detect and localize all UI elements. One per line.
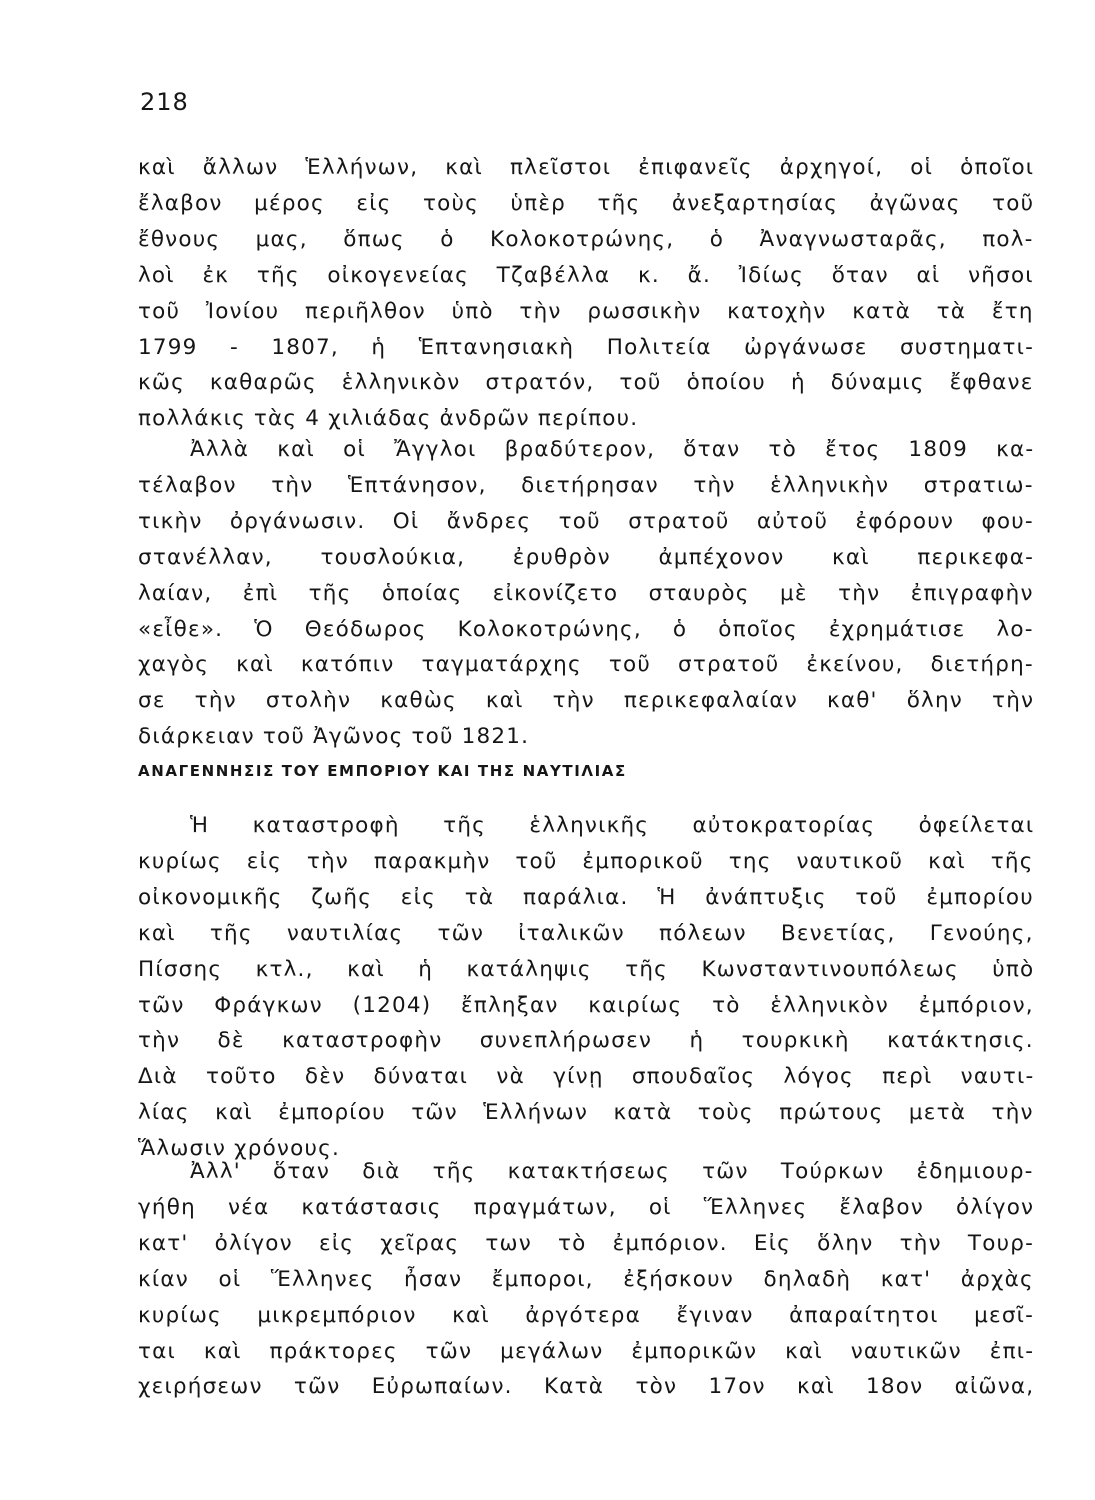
text-line: κυρίως εἰς τὴν παρακμὴν τοῦ ἐμπορικοῦ της ναυτικοῦ καὶ τῆς xyxy=(138,848,1034,874)
text-line: Ἀλλ' ὅταν διὰ τῆς κατακτήσεως τῶν Τούρκων ἐδημιουρ- xyxy=(190,1159,1034,1184)
text-line: γήθη νέα κατάστασις πραγμάτων, οἱ Ἕλληνες ἔλαβον ὀλίγον xyxy=(138,1194,1034,1220)
text-line: κατ' ὀλίγον εἰς χεῖρας των τὸ ἐμπόριον. Εἰς ὅλην τὴν Τουρ- xyxy=(138,1230,1034,1256)
paragraph xyxy=(138,150,1034,437)
text-line: καὶ τῆς ναυτιλίας τῶν ἰταλικῶν πόλεων Βενετίας, Γενούης, xyxy=(138,920,1034,946)
text-line: χειρήσεων τῶν Εὐρωπαίων. Κατὰ τὸν 17ον καὶ 18ον αἰῶνα, xyxy=(138,1374,1034,1400)
text-line: Ἡ καταστροφὴ τῆς ἑλληνικῆς αὐτοκρατορίας ὀφείλεται xyxy=(190,813,1034,838)
text-line: στανέλλαν, τουσλούκια, ἐρυθρὸν ἀμπέχονον καὶ περικεφα- xyxy=(138,544,1034,570)
text-line: Διὰ τοῦτο δὲν δύναται νὰ γίνῃ σπουδαῖος λόγος περὶ ναυτι- xyxy=(138,1064,1034,1090)
text-line: ἔλαβον μέρος εἰς τοὺς ὑπὲρ τῆς ἀνεξαρτησίας ἀγῶνας τοῦ xyxy=(138,190,1034,216)
text-line: Ἀλλὰ καὶ οἱ Ἄγγλοι βραδύτερον, ὅταν τὸ ἔτος 1809 κα- xyxy=(190,437,1034,462)
section-heading: ΑΝΑΓΕΝΝΗΣΙΣ ΤΟΥ ΕΜΠΟΡΙΟΥ ΚΑΙ ΤΗΣ ΝΑΥΤΙΛΙΑΣ xyxy=(138,762,627,780)
page-number: 218 xyxy=(140,88,189,116)
text-line: κῶς καθαρῶς ἑλληνικὸν στρατόν, τοῦ ὁποίου ἡ δύναμις ἔφθανε xyxy=(138,370,1034,396)
text-line: τέλαβον τὴν Ἑπτάνησον, διετήρησαν τὴν ἑλληνικὴν στρατιω- xyxy=(138,472,1034,498)
text-line: κυρίως μικρεμπόριον καὶ ἀργότερα ἔγιναν ἀπαραίτητοι μεσῖ- xyxy=(138,1302,1034,1328)
text-line: «εἶθε». Ὁ Θεόδωρος Κολοκοτρώνης, ὁ ὁποῖος ἐχρημάτισε λο- xyxy=(138,616,1034,642)
text-line: διάρκειαν τοῦ Ἀγῶνος τοῦ 1821. xyxy=(138,724,530,750)
text-line: λοὶ ἐκ τῆς οἰκογενείας Τζαβέλλα κ. ἄ. Ἰδίως ὅταν αἱ νῆσοι xyxy=(138,262,1034,288)
text-line: χαγὸς καὶ κατόπιν ταγματάρχης τοῦ στρατοῦ ἐκείνου, διετήρη- xyxy=(138,652,1034,678)
text-line: ται καὶ πράκτορες τῶν μεγάλων ἐμπορικῶν καὶ ναυτικῶν ἐπι- xyxy=(138,1338,1034,1364)
text-line: Ἅλωσιν χρόνους. xyxy=(138,1136,340,1162)
text-line: κίαν οἱ Ἕλληνες ἦσαν ἔμποροι, ἐξήσκουν δηλαδὴ κατ' ἀρχὰς xyxy=(138,1266,1034,1292)
text-line: ἔθνους μας, ὅπως ὁ Κολοκοτρώνης, ὁ Ἀναγνωσταρᾶς, πολ- xyxy=(138,226,1034,252)
text-line: τὴν δὲ καταστροφὴν συνεπλήρωσεν ἡ τουρκικὴ κατάκτησις. xyxy=(138,1028,1034,1054)
text-line: 1799 - 1807, ἡ Ἑπτανησιακὴ Πολιτεία ὠργάνωσε συστηματι- xyxy=(138,334,1034,360)
paragraph xyxy=(138,432,1034,755)
text-line: Πίσσης κτλ., καὶ ἡ κατάληψις τῆς Κωνσταντινουπόλεως ὑπὸ xyxy=(138,956,1034,982)
text-line: λίας καὶ ἐμπορίου τῶν Ἑλλήνων κατὰ τοὺς πρώτους μετὰ τὴν xyxy=(138,1100,1034,1126)
text-line: τοῦ Ἰονίου περιῆλθον ὑπὸ τὴν ρωσσικὴν κατοχὴν κατὰ τὰ ἔτη xyxy=(138,298,1034,324)
text-line: λαίαν, ἐπὶ τῆς ὁποίας εἰκονίζετο σταυρὸς μὲ τὴν ἐπιγραφὴν xyxy=(138,580,1034,606)
paragraph xyxy=(138,808,1034,1167)
text-line: τικὴν ὀργάνωσιν. Οἱ ἄνδρες τοῦ στρατοῦ αὐτοῦ ἐφόρουν φου- xyxy=(138,508,1034,534)
paragraph xyxy=(138,1154,1034,1405)
text-line: οἰκονομικῆς ζωῆς εἰς τὰ παράλια. Ἡ ἀνάπτυξις τοῦ ἐμπορίου xyxy=(138,884,1034,910)
text-line: σε τὴν στολὴν καθὼς καὶ τὴν περικεφαλαίαν καθ' ὅλην τὴν xyxy=(138,688,1034,714)
text-line: τῶν Φράγκων (1204) ἔπληξαν καιρίως τὸ ἑλληνικὸν ἐμπόριον, xyxy=(138,992,1034,1018)
text-line: καὶ ἄλλων Ἑλλήνων, καὶ πλεῖστοι ἐπιφανεῖς ἀρχηγοί, οἱ ὁποῖοι xyxy=(138,155,1034,180)
text-line: πολλάκις τὰς 4 χιλιάδας ἀνδρῶν περίπου. xyxy=(138,406,639,432)
